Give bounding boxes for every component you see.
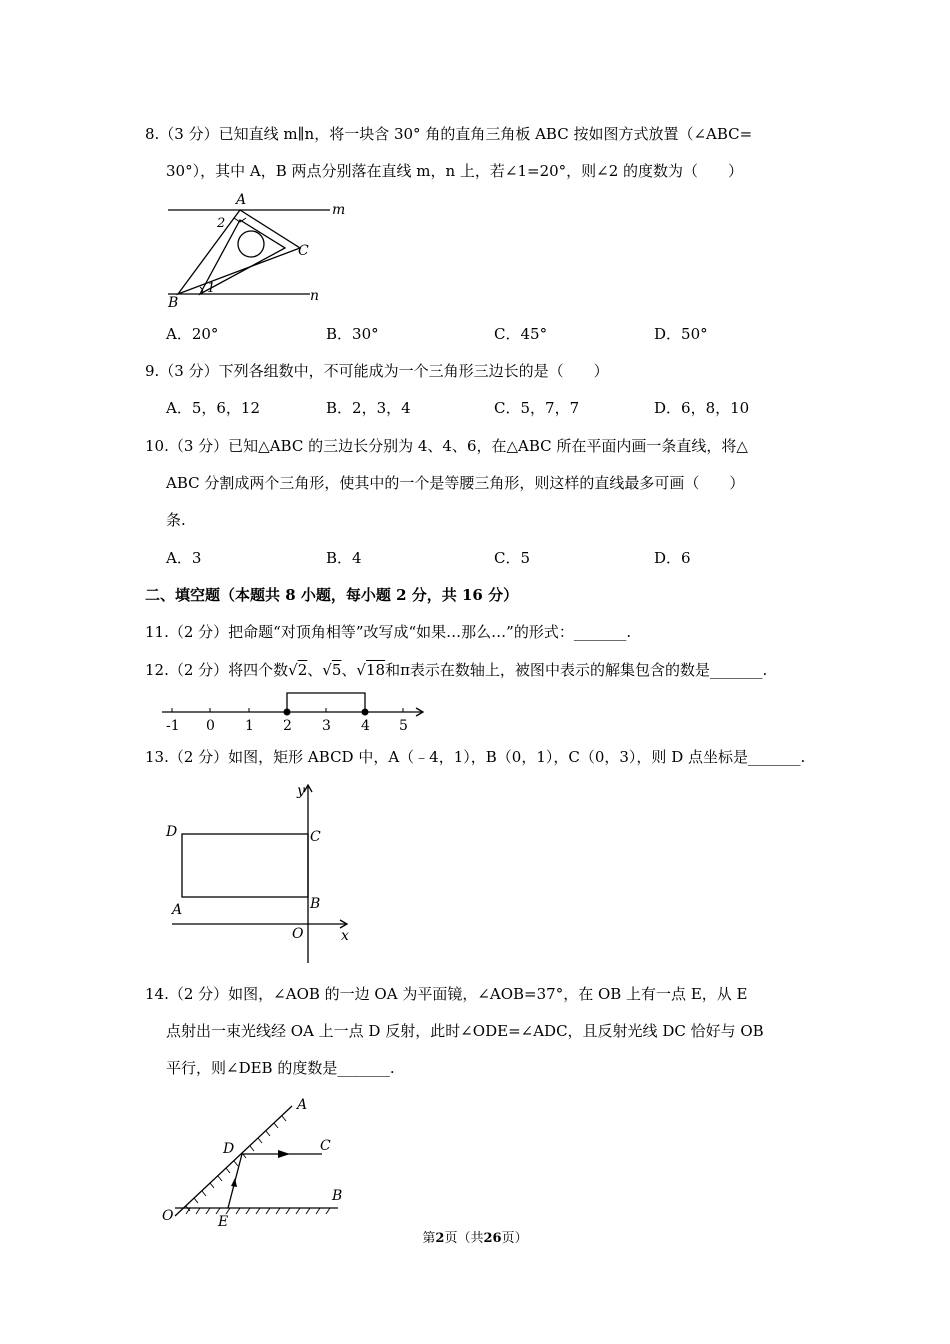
q14-label-C: C <box>320 1138 331 1154</box>
q8-label-A: A <box>236 192 247 208</box>
q8-figure <box>160 190 360 310</box>
q13-label-C: C <box>310 829 321 845</box>
q8-option-d: D．50° <box>654 325 708 343</box>
q8-label-1: 1 <box>207 281 216 296</box>
page-total: 26 <box>483 1231 502 1246</box>
section-heading: 二、填空题（本题共 8 小题，每小题 2 分，共 16 分） <box>145 586 519 604</box>
q9-option-b: B．2，3，4 <box>326 399 411 417</box>
q13-label-x: x <box>341 928 349 944</box>
q13-label-A: A <box>172 902 183 918</box>
q10-option-a: A．3 <box>166 549 202 567</box>
axis-label-4: 4 <box>361 718 370 734</box>
q12-sqrt-5: √5 <box>322 661 342 679</box>
axis-label-0: 0 <box>206 718 215 734</box>
axis-label-2: 2 <box>283 718 292 734</box>
q9-option-a: A．5，6，12 <box>166 399 261 417</box>
q8-option-b: B．30° <box>326 325 379 343</box>
q10-option-c: C．5 <box>494 549 531 567</box>
q13-label-B: B <box>310 896 321 912</box>
q8-option-a: A．20° <box>166 325 219 343</box>
q8-option-c: C．45° <box>494 325 548 343</box>
q9-option-d: D．6，8，10 <box>654 399 750 417</box>
q9-text-line1: 9.（3 分）下列各组数中，不可能成为一个三角形三边长的是（ ） <box>145 362 609 380</box>
q14-label-O: O <box>162 1208 174 1224</box>
q14-text-line2: 点射出一束光线经 OA 上一点 D 反射，此时∠ODE=∠ADC，且反射光线 DC 恰好与 OB <box>166 1022 764 1040</box>
q13-label-y: y <box>297 783 305 799</box>
q8-text-line1: 8.（3 分）已知直线 m∥n，将一块含 30° 角的直角三角板 ABC 按如图方式放置（∠ABC= <box>145 125 753 143</box>
page-footer: 第2页（共26页） <box>422 1231 528 1246</box>
page-number: 2 <box>435 1231 445 1246</box>
q8-text-line2: 30°），其中 A，B 两点分别落在直线 m，n 上，若∠1=20°，则∠2 的度数为（ ） <box>166 162 744 180</box>
q14-label-A: A <box>297 1097 308 1113</box>
q13-figure <box>160 778 360 968</box>
q12-prefix: 12.（2 分）将四个数 <box>145 661 289 679</box>
q14-label-B: B <box>332 1188 343 1204</box>
axis-label-neg1: -1 <box>166 718 180 734</box>
q8-label-B: B <box>168 295 179 310</box>
q13-text-line1: 13.（2 分）如图，矩形 ABCD 中，A（﹣4，1），B（0，1），C（0，3），则 D 点坐标是_______. <box>145 748 806 766</box>
q10-text-line2: ABC 分割成两个三角形，使其中的一个是等腰三角形，则这样的直线最多可画（ ） <box>166 474 745 492</box>
q14-figure <box>160 1090 360 1230</box>
axis-label-1: 1 <box>245 718 254 734</box>
q11-text-line1: 11.（2 分）把命题“对顶角相等”改写成“如果…那么…”的形式：_______. <box>145 623 632 641</box>
q13-label-D: D <box>166 824 178 840</box>
q8-label-2: 2 <box>217 216 226 231</box>
q14-text-line1: 14.（2 分）如图，∠AOB 的一边 OA 为平面镜，∠AOB=37°，在 OB 上有一点 E，从 E <box>145 985 748 1003</box>
q8-label-m: m <box>332 202 346 218</box>
q12-number-line <box>160 688 430 736</box>
q12-text-line1: 12.（2 分）将四个数√2、√5、√18和π表示在数轴上，被图中表示的解集包含的数是_______. <box>145 661 768 679</box>
q12-sqrt-2: √2 <box>288 661 308 679</box>
q8-label-n: n <box>310 288 320 304</box>
q10-option-b: B．4 <box>326 549 362 567</box>
q10-text-line1: 10.（3 分）已知△ABC 的三边长分别为 4、4、6，在△ABC 所在平面内画一条直线，将△ <box>145 437 748 455</box>
q12-suffix: 和π表示在数轴上，被图中表示的解集包含的数是_______. <box>385 661 768 679</box>
q14-label-D: D <box>223 1141 235 1157</box>
q10-text-line3: 条. <box>166 511 186 529</box>
q12-sqrt-18: √18 <box>356 661 386 679</box>
q14-text-line3: 平行，则∠DEB 的度数是_______. <box>166 1059 395 1077</box>
q14-label-E: E <box>218 1214 229 1230</box>
q13-label-O: O <box>292 926 304 942</box>
axis-label-5: 5 <box>399 718 408 734</box>
axis-label-3: 3 <box>322 718 331 734</box>
q10-option-d: D．6 <box>654 549 691 567</box>
q8-label-C: C <box>298 243 309 259</box>
q9-option-c: C．5，7，7 <box>494 399 580 417</box>
